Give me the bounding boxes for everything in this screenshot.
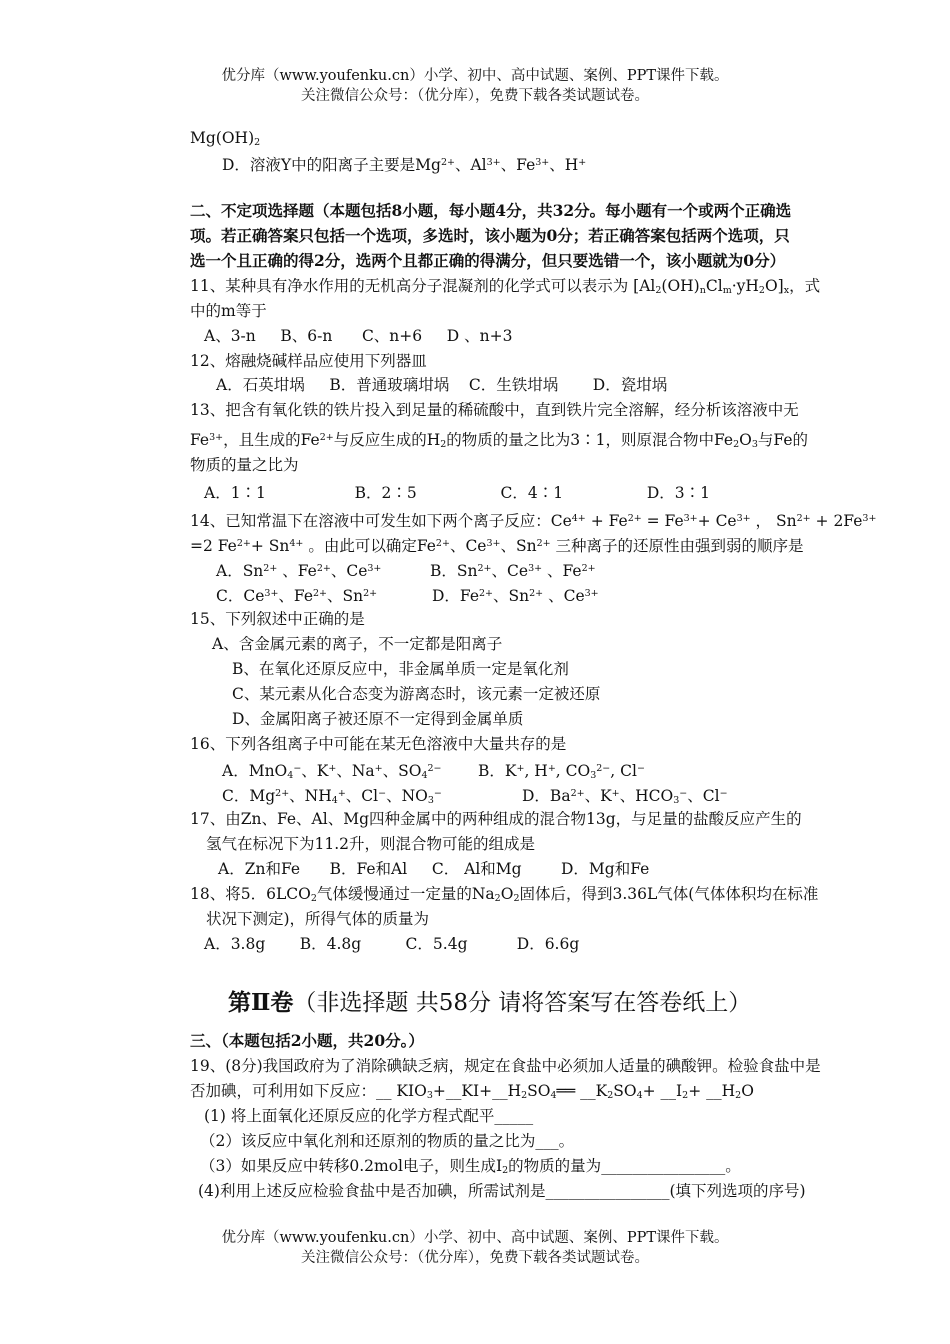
footer-line-1: 优分库（www.youfenku.cn）小学、初中、高中试题、案例、PPT课件下载。 — [221, 1230, 729, 1246]
q17-stem-1: 17、由Zn、Fe、Al、Mg四种金属中的两种组成的混合物13g，与足量的盐酸反应产生的 — [190, 810, 802, 828]
continuation-line: $Mg(OH)_2$ — [190, 129, 261, 148]
q17-options: A．Zn和Fe B．Fe和Al C． Al和Mg D．Mg和Fe — [218, 860, 650, 878]
header-line-2: 关注微信公众号：（优分库），免费下载各类试题试卷。 — [301, 88, 649, 104]
q18-options: A．3.8g B．4.8g C．5.4g D．6.6g — [204, 935, 580, 953]
section2-heading-2: 项。若正确答案只包括一个选项，多选时，该小题为0分；若正确答案包括两个选项，只 — [190, 226, 790, 245]
q14-option-d: D．$Fe^{2+}$、$Sn^{2+}$ 、$Ce^{3+}$ — [432, 587, 599, 605]
q19-blank-2[interactable]: ___ — [535, 1132, 559, 1150]
q18-stem-1: 18、将5．$6LCO_2$气体缓慢通过一定量的$Na_2O_2$固体后，得到3.36L气体(气体体积均在标准 — [190, 885, 819, 904]
q11-stem-2: 中的m等于 — [190, 302, 267, 320]
part2-title: 第Ⅱ卷（非选择题 共58分 请将答案写在答卷纸上） — [228, 989, 752, 1016]
q13-stem-2: $Fe^{3+}$，且生成的$Fe^{2+}$与反应生成的$H_2$的物质的量之比为3∶1，则原混合物中$Fe_2O_3$与Fe的 — [190, 431, 809, 450]
q16-option-d: D．$Ba^{2+}$、K+、$HCO_3^-$、Cl− — [522, 787, 728, 806]
option-d-prev: D．溶液Y中的阳离子主要是$Mg^{2+}$、$Al^{3+}$、$Fe^{3+}$、H+ — [222, 156, 587, 174]
q15-option-c: C、某元素从化合态变为游离态时，该元素一定被还原 — [232, 685, 601, 703]
q11-stem: 11、某种具有净水作用的无机高分子混凝剂的化学式可以表示为 $[Al_2(OH)_nCl_m\cdot yH_2O]_x$，式 — [190, 277, 821, 296]
q16-option-a: A．MnO$_4$−、K+、Na+、$SO_4^{2-}$ — [222, 762, 442, 781]
section2-heading-3: 选一个且正确的得2分，选两个且都正确的得满分，但只要选错一个，该小题就为0分） — [190, 251, 786, 270]
q12-stem: 12、熔融烧碱样品应使用下列器皿 — [190, 352, 427, 370]
page-header — [0, 66, 950, 106]
q16-option-b: B．K+, H+, $CO_3^{2-}$, Cl− — [478, 762, 645, 781]
footer-line-2: 关注微信公众号：（优分库），免费下载各类试题试卷。 — [301, 1250, 649, 1266]
q19-part-1: (1) 将上面氧化还原反应的化学方程式配平_____ — [204, 1107, 534, 1125]
q14-option-a: A．$Sn^{2+}$ 、$Fe^{2+}$、$Ce^{3+}$ — [216, 562, 382, 580]
q15-option-d: D、金属阳离子被还原不一定得到金属单质 — [232, 710, 524, 728]
q11-options: A、3-n B、6-n C、n+6 D 、n+3 — [204, 327, 513, 345]
q19-blank-3[interactable]: ________________ — [601, 1157, 726, 1175]
q16-option-c: C．$Mg^{2+}$、$NH_4^+$、Cl−、$NO_3^-$ — [222, 787, 442, 806]
q13-options: A．1∶1 B．2∶5 C．4∶1 D．3∶1 — [204, 484, 710, 502]
q14-option-b: B．$Sn^{2+}$、$Ce^{3+}$ 、$Fe^{2+}$ — [430, 562, 596, 580]
page-footer — [0, 1228, 950, 1268]
q19-blank-1[interactable]: _____ — [494, 1107, 534, 1125]
q19-stem-1: 19、(8分)我国政府为了消除碘缺乏病，规定在食盐中必须加人适量的碘酸钾。检验食盐中是 — [190, 1057, 821, 1075]
q19-part-4: (4)利用上述反应检验食盐中是否加碘，所需试剂是________________(填下列选项的序号) — [198, 1182, 806, 1200]
q18-stem-2: 状况下测定)，所得气体的质量为 — [206, 910, 430, 928]
q15-option-a: A、含金属元素的离子，不一定都是阳离子 — [212, 635, 503, 653]
q19-blank-4[interactable]: ________________ — [545, 1182, 670, 1200]
q16-stem: 16、下列各组离子中可能在某无色溶液中大量共存的是 — [190, 735, 567, 753]
header-line-1: 优分库（www.youfenku.cn）小学、初中、高中试题、案例、PPT课件下载。 — [221, 68, 729, 84]
q15-stem: 15、下列叙述中正确的是 — [190, 610, 365, 628]
q12-options: A．石英坩埚 B．普通玻璃坩埚 C．生铁坩埚 D．瓷坩埚 — [216, 376, 668, 394]
q14-option-c: C．$Ce^{3+}$、$Fe^{2+}$、$Sn^{2+}$ — [216, 587, 378, 605]
q13-stem-3: 物质的量之比为 — [190, 456, 299, 474]
q19-part-3: （3）如果反应中转移0.2mol电子，则生成$I_2$的物质的量为________________。 — [200, 1157, 741, 1176]
q14-stem-1: 14、已知常温下在溶液中可发生如下两个离子反应：$Ce^{4+} + Fe^{2+} = Fe^{3+}+ Ce^{3+}$ ， $Sn^{2+} + 2Fe^{3+}$ — [190, 512, 877, 530]
q15-option-b: B、在氧化还原反应中，非金属单质一定是氧化剂 — [232, 660, 569, 678]
section2-heading-1: 二、不定项选择题（本题包括8小题，每小题4分，共32分。每小题有一个或两个正确选 — [190, 201, 792, 220]
section3-heading: 三、（本题包括2小题，共20分。） — [190, 1031, 424, 1050]
q19-stem-2: 否加碘，可利用如下反应：__ $KIO_3+\_\_KI+\_\_H_2SO_4══$ $\_\_K_2SO_4+$ $\_\_I_2+$ $\_\_H_2O$ — [190, 1082, 754, 1101]
q13-stem-1: 13、把含有氧化铁的铁片投入到足量的稀硫酸中，直到铁片完全溶解，经分析该溶液中无 — [190, 401, 799, 419]
q17-stem-2: 氢气在标况下为11.2升，则混合物可能的组成是 — [206, 835, 536, 853]
q14-stem-2: =2 $Fe^{2+}+ Sn^{4+}$ 。由此可以确定$Fe^{2+}$、$Ce^{3+}$、$Sn^{2+}$ 三种离子的还原性由强到弱的顺序是 — [190, 537, 804, 555]
q19-part-2: （2）该反应中氧化剂和还原剂的物质的量之比为___。 — [200, 1132, 575, 1150]
